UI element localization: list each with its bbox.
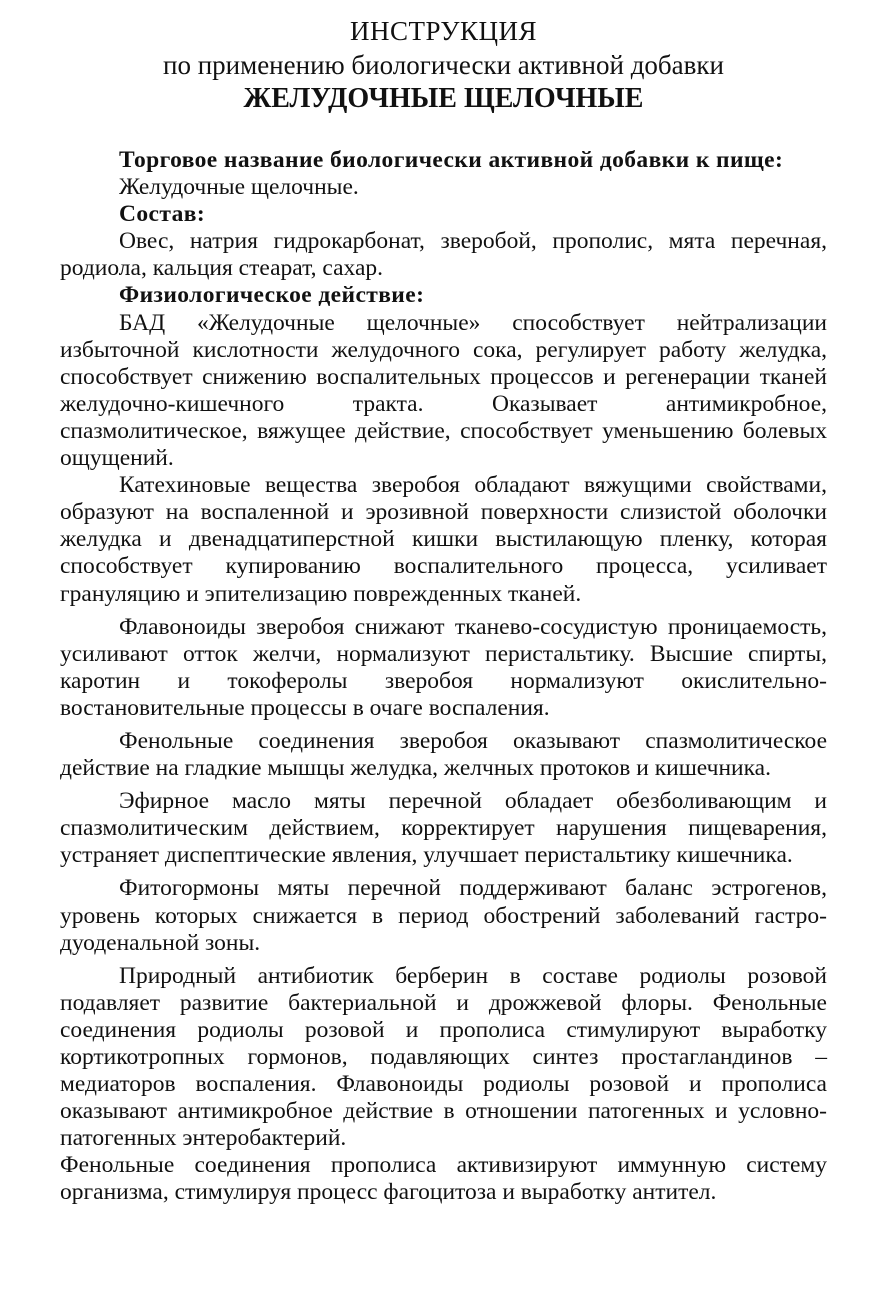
action-heading: Физиологическое действие: [119, 282, 425, 309]
paragraph: Эфирное масло мяты перечной обладает обезболивающим и спазмолитическим действием, корректирует нарушения пищеварения, устраняет диспептические явления, улучшает перистальтику кишечника. [60, 788, 827, 869]
paragraph: Фенольные соединения прополиса активизируют иммунную систему организма, стимулируя процесс фагоцитоза и выработку антител. [60, 1152, 827, 1206]
product-name: ЖЕЛУДОЧНЫЕ ЩЕЛОЧНЫЕ [243, 83, 644, 114]
document-page [60, 14, 827, 1207]
paragraph: БАД «Желудочные щелочные» способствует нейтрализации избыточной кислотности желудочного сока, регулирует работу желудка, способствует снижению воспалительных процессов и регенерации тканей желудочно-кишечного тракта. Оказывает антимикробное, спазмолитическое, вяжущее действие, способствует уменьшению болевых ощущений. [60, 309, 827, 472]
paragraph: Фитогормоны мяты перечной поддерживают баланс эстрогенов, уровень которых снижается в период обострений заболеваний гастро-дуоденальной зоны. [60, 875, 827, 956]
title-block [60, 14, 827, 116]
paragraph: Фенольные соединения зверобоя оказывают спазмолитическое действие на гладкие мышцы желудка, желчных протоков и кишечника. [60, 727, 827, 782]
trade-name-text: Желудочные щелочные. [119, 174, 359, 201]
document-body [60, 147, 827, 1207]
document-subtitle: по применению биологически активной добавки [163, 50, 724, 80]
paragraph: Катехиновые вещества зверобоя обладают вяжущими свойствами, образуют на воспаленной и эрозивной поверхности слизистой оболочки желудка и двенадцатиперстной кишки выстилающую пленку, которая способствует купированию воспалительного процесса, усиливает грануляцию и эпителизацию поврежденных тканей. [60, 472, 827, 607]
trade-name-heading: Торговое название биологически активной добавки к пище: [119, 147, 784, 173]
composition-heading: Состав: [119, 201, 206, 228]
paragraph: Природный антибиотик берберин в составе родиолы розовой подавляет развитие бактериальной и дрожжевой флоры. Фенольные соединения родиолы розовой и прополиса стимулируют выработку кортикотропных гормонов, подавляющих синтез простагландинов – медиаторов воспаления. Флавоноиды родиолы розовой и прополиса оказывают антимикробное действие в отношении патогенных и условно-патогенных энтеробактерий. [60, 962, 827, 1152]
paragraph: Флавоноиды зверобоя снижают тканево-сосудистую проницаемость, усиливают отток желчи, нормализуют перистальтику. Высшие спирты, каротин и токоферолы зверобоя нормализуют окислительно-востановительные процессы в очаге воспаления. [60, 613, 827, 721]
document-title: ИНСТРУКЦИЯ [350, 16, 537, 46]
composition-text: Овес, натрия гидрокарбонат, зверобой, прополис, мята перечная, родиола, кальция стеарат, сахар. [60, 228, 827, 282]
